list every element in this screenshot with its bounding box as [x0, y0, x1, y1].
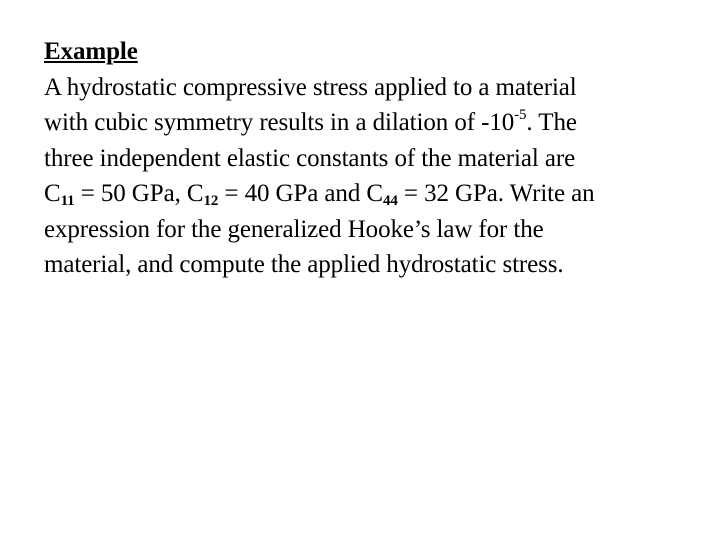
example-heading: Example [44, 38, 138, 65]
problem-line-6: material, and compute the applied hydrostatic stress. [44, 251, 564, 278]
dilation-exponent: -5 [514, 107, 527, 123]
constant-c44-symbol: C [366, 180, 383, 207]
constant-c12-value: = 40 GPa and [218, 180, 367, 207]
problem-line-4-constants [44, 176, 704, 212]
constant-c11-subscript: 11 [60, 193, 75, 209]
problem-line-2 [44, 105, 704, 141]
problem-line-5: expression for the generalized Hooke’s law for the [44, 215, 544, 243]
problem-line-3: three independent elastic constants of the material are [44, 144, 576, 172]
constant-c11-symbol: C [44, 180, 61, 207]
problem-line-2-end: . The [526, 109, 577, 136]
constant-c12-subscript: 12 [203, 193, 219, 209]
problem-line-2-text: with cubic symmetry results in a dilation of -10 [44, 109, 515, 136]
problem-line-1: A hydrostatic compressive stress applied to a material [44, 73, 577, 101]
constant-c12-symbol: C [186, 180, 204, 207]
constant-c44-subscript: 44 [382, 193, 398, 209]
constant-c11-value: = 50 GPa, [74, 180, 187, 207]
constant-c44-value: = 32 GPa. Write an [397, 180, 595, 207]
slide-content [44, 34, 704, 283]
